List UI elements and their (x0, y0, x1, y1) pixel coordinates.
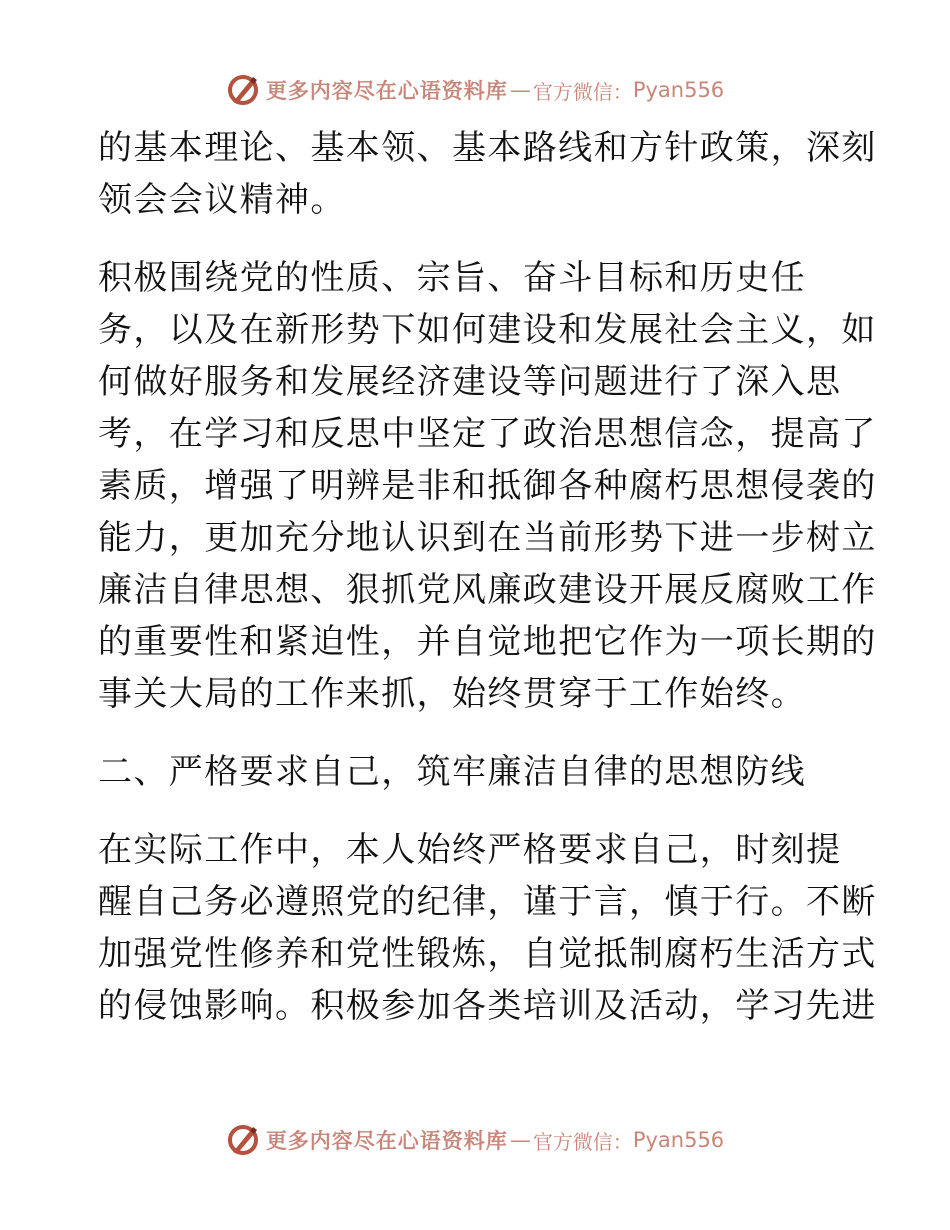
paragraph-gap (98, 798, 858, 824)
text-line: 醒自己务必遵照党的纪律，谨于言，慎于行。不断 (98, 882, 877, 922)
watermark-dash: — (509, 78, 531, 102)
watermark-wechat-id: Pyan556 (632, 78, 725, 102)
text-line: 的侵蚀影响。积极参加各类培训及活动，学习先进 (98, 986, 877, 1026)
pen-logo-icon (226, 73, 260, 107)
text-line: 领会会议精神。 (98, 180, 346, 220)
text-line: 的基本理论、基本领、基本路线和方针政策，深刻 (98, 128, 877, 168)
section-heading (98, 746, 858, 798)
document-body (98, 122, 877, 1032)
text-line: 积极围绕党的性质、宗旨、奋斗目标和历史任 (98, 258, 806, 298)
text-line: 能力，更加充分地认识到在当前形势下进一步树立 (98, 518, 877, 558)
header-watermark (0, 70, 950, 110)
footer-watermark (0, 1120, 950, 1160)
paragraph (98, 824, 877, 1032)
paragraph-gap (98, 720, 858, 746)
watermark-wechat-label: 官方微信： (532, 1129, 633, 1154)
text-line: 素质，增强了明辨是非和抵御各种腐朽思想侵袭的 (98, 466, 877, 506)
text-line: 事关大局的工作来抓，始终贯穿于工作始终。 (98, 674, 806, 714)
watermark-main-text: 更多内容尽在心语资料库 (265, 79, 508, 103)
paragraph (98, 122, 877, 226)
text-line: 考，在学习和反思中坚定了政治思想信念，提高了 (98, 414, 877, 454)
text-line: 廉洁自律思想、狠抓党风廉政建设开展反腐败工作 (98, 570, 877, 610)
text-line: 的重要性和紧迫性，并自觉地把它作为一项长期的 (98, 622, 877, 662)
pen-logo-icon (226, 1123, 260, 1157)
text-line: 何做好服务和发展经济建设等问题进行了深入思 (98, 362, 842, 402)
paragraph (98, 252, 877, 720)
watermark-dash: — (509, 1128, 531, 1152)
watermark-wechat-id: Pyan556 (632, 1128, 725, 1152)
paragraph-gap (98, 226, 858, 252)
watermark-wechat-label: 官方微信： (532, 79, 633, 104)
watermark-main-text: 更多内容尽在心语资料库 (265, 1129, 508, 1153)
text-line: 在实际工作中，本人始终严格要求自己，时刻提 (98, 830, 842, 870)
heading-line: 二、严格要求自己，筑牢廉洁自律的思想防线 (98, 752, 806, 792)
text-line: 务，以及在新形势下如何建设和发展社会主义，如 (98, 310, 877, 350)
text-line: 加强党性修养和党性锻炼，自觉抵制腐朽生活方式 (98, 934, 877, 974)
